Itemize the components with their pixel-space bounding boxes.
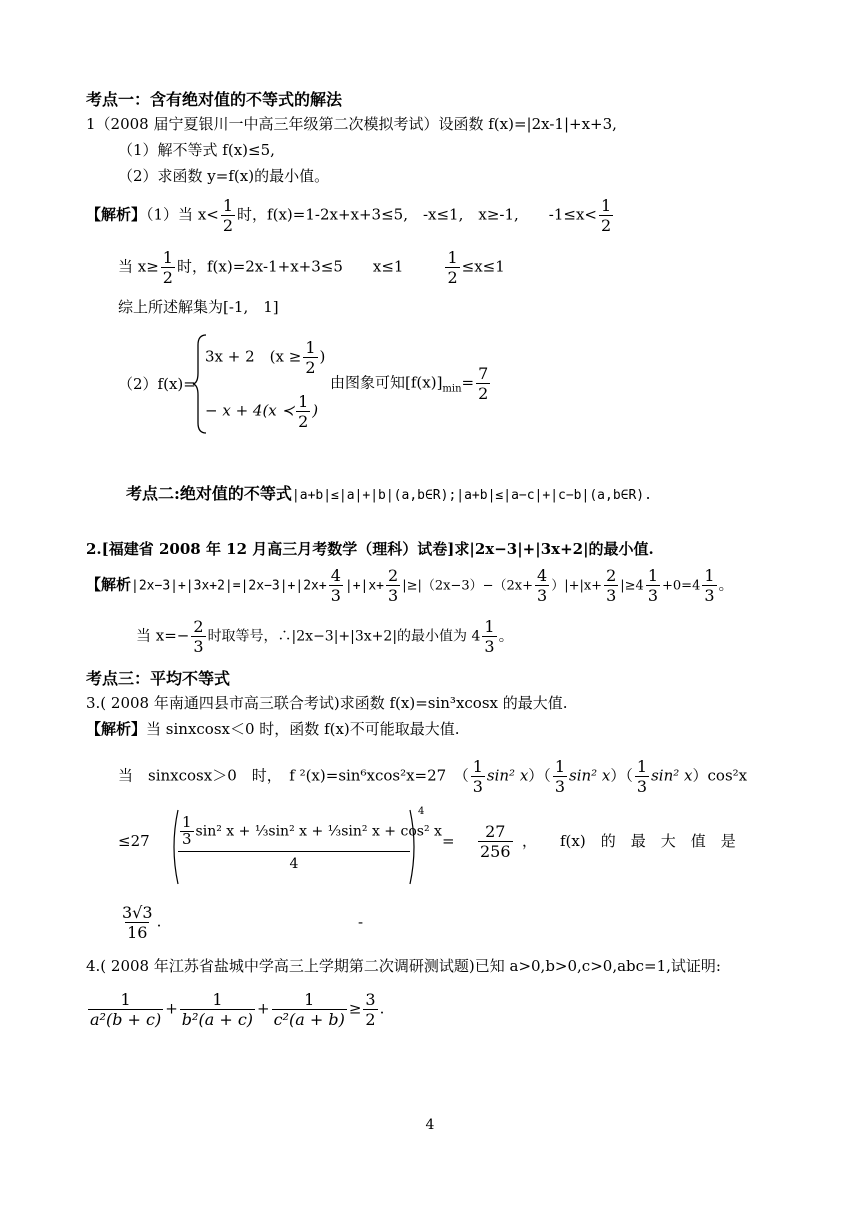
fraction-one-half — [303, 338, 317, 377]
text-fragment: . — [379, 999, 385, 1018]
numerator: 27 — [485, 822, 506, 841]
denominator: 2 — [447, 268, 458, 288]
max-value-text: f(x) 的 最 大 值 是 — [560, 832, 736, 850]
text-fragment: 时取等号，∴|2x−3|+|3x+2|的最小值为 4 — [207, 628, 481, 645]
denominator: 3 — [388, 586, 399, 606]
denominator: b²(a + c) — [181, 1010, 254, 1030]
denominator: c²(a + b) — [273, 1010, 345, 1030]
ge-sign: ≥ — [348, 999, 362, 1018]
numerator: 4 — [330, 566, 341, 585]
text-fragment: ）（ — [528, 766, 551, 785]
fraction-one-half — [221, 196, 235, 235]
fraction-one-third — [471, 757, 485, 796]
text-fragment: 。 — [498, 626, 514, 645]
fraction-two-thirds — [386, 566, 400, 605]
stray-dash: - — [358, 913, 364, 931]
big-fraction-denominator: 4 — [178, 851, 410, 873]
fraction-one-third — [180, 815, 194, 848]
text-fragment: cos²x — [707, 766, 748, 785]
text-fragment: 时，f(x)=1-2x+x+3≤5, -x≤1, x≥-1, -1≤x< — [237, 205, 597, 224]
numerator: 1 — [647, 566, 659, 585]
solution-1-line-2 — [118, 248, 505, 287]
comma: ， — [522, 832, 538, 850]
denominator: 2 — [365, 1010, 376, 1030]
numerator: 2 — [388, 566, 399, 585]
numerator: 1 — [162, 248, 173, 267]
denominator: 3 — [182, 829, 192, 848]
solution-tag: 【解析】 — [86, 720, 147, 738]
text-fragment: sin² x — [569, 766, 611, 785]
text-fragment: ≤x≤1 — [461, 257, 505, 276]
fraction-term-c — [272, 990, 347, 1029]
inequality-le: ≤27 — [118, 832, 150, 850]
inequality-to-prove — [86, 990, 384, 1029]
fraction-four-thirds — [535, 566, 549, 605]
fraction-term-a — [88, 990, 163, 1029]
fraction-one-third — [482, 617, 496, 656]
fraction-one-third — [702, 566, 716, 605]
solution-3-line-1 — [86, 720, 460, 738]
subscript: min — [442, 383, 462, 395]
text-fragment: ） — [692, 766, 708, 785]
text-fragment: = — [461, 373, 475, 392]
page-number: 4 — [425, 1117, 435, 1133]
fraction-term-b — [180, 990, 255, 1029]
text-fragment: （1）当 x< — [146, 205, 219, 224]
solution-tag: 【解析 — [86, 575, 132, 594]
fraction-one-half — [599, 196, 613, 235]
text-fragment: 时，f(x)=2x-1+x+3≤5 x≤1 — [176, 257, 404, 276]
denominator: 3 — [537, 586, 548, 606]
text-fragment: 当 x≥ — [118, 257, 159, 276]
denominator: 3 — [647, 586, 659, 606]
right-paren-icon — [408, 808, 420, 886]
numerator: 4 — [537, 566, 548, 585]
text-fragment: ）（ — [610, 766, 633, 785]
fraction-three-halves — [363, 990, 377, 1029]
piecewise-case-1 — [205, 338, 325, 377]
text-fragment: 。 — [718, 575, 734, 594]
numerator: 2 — [606, 566, 617, 585]
fraction-seven-halves — [476, 364, 490, 403]
numerator: 1 — [704, 566, 715, 585]
fraction-one-half — [161, 248, 175, 287]
fraction-one-third — [646, 566, 660, 605]
question-2: 2.[福建省 2008 年 12 月高三月考数学（理科）试卷]求|2x−3|+|3x+2|的最小值. — [86, 540, 654, 558]
case-expression: 3x + 2 (x ≥ — [205, 347, 302, 366]
piecewise-label: （2）f(x)= — [118, 375, 196, 393]
question-1: 1（2008 届宁夏银川一中高三年级第二次模拟考试）设函数 f(x)=|2x-1|+x+3, — [86, 115, 617, 133]
numerator: 1 — [298, 392, 309, 411]
denominator: 3 — [636, 777, 648, 797]
text-fragment: 由图象可知[f(x)] — [330, 373, 443, 392]
plus-sign: + — [165, 999, 178, 1018]
text-fragment: . — [156, 912, 162, 931]
numerator: 1 — [304, 990, 315, 1009]
text-fragment: |≥|（2x−3）−（2x+ — [402, 578, 534, 594]
text-fragment: 当 sinxcosx＜0 时，函数 f(x)不可能取最大值. — [146, 720, 460, 738]
solution-tag: 【解析】 — [86, 205, 147, 224]
section-2-title — [126, 484, 652, 504]
numerator: 7 — [478, 364, 489, 383]
formula: |a+b|≤|a|+|b|(a,b∈R);|a+b|≤|a−c|+|c−b|(a,b∈R). — [291, 488, 652, 503]
solution-2-line-2 — [136, 617, 514, 656]
denominator: 256 — [480, 842, 511, 862]
solution-3-line-2 — [118, 757, 747, 796]
denominator: 3 — [606, 586, 617, 606]
text-fragment: 当 x=− — [136, 626, 190, 645]
denominator: 3 — [193, 637, 204, 657]
denominator: 2 — [298, 412, 309, 432]
numerator: 1 — [212, 990, 223, 1009]
section-3-title: 考点三：平均不等式 — [86, 669, 231, 688]
fraction-3-root3-16 — [120, 903, 155, 942]
fraction-four-thirds — [329, 566, 343, 605]
big-fraction-numerator — [178, 813, 442, 851]
denominator: a²(b + c) — [90, 1010, 162, 1030]
denominator: 3 — [704, 586, 715, 606]
numerator-expression: sin² x + ⅓sin² x + ⅓sin² x + cos² x — [195, 823, 442, 840]
solution-2-line-1 — [86, 566, 734, 605]
section-title: 考点二:绝对值的不等式 — [126, 484, 292, 503]
text-fragment: |+|x+ — [344, 578, 385, 594]
solution-1-line-3: 综上所述解集为[-1, 1] — [118, 298, 279, 316]
numerator: 3 — [365, 990, 376, 1009]
denominator: 16 — [127, 923, 148, 943]
denominator: 3 — [554, 777, 565, 797]
fraction-one-third — [635, 757, 649, 796]
fraction-one-half — [445, 248, 459, 287]
equals-sign: = — [442, 832, 455, 850]
numerator: 1 — [447, 248, 458, 267]
numerator: 1 — [120, 990, 131, 1009]
fraction-two-thirds — [604, 566, 618, 605]
denominator: 2 — [478, 384, 489, 404]
numerator: 1 — [222, 196, 234, 215]
question-4: 4.( 2008 年江苏省盐城中学高三上学期第二次调研测试题)已知 a>0,b>0,c>0,abc=1,试证明: — [86, 957, 721, 975]
solution-1-line-1 — [86, 196, 615, 235]
denominator: 2 — [162, 268, 173, 288]
text-fragment: +0=4 — [662, 578, 701, 594]
denominator: 2 — [305, 358, 316, 378]
numerator: 1 — [472, 757, 483, 776]
denominator: 3 — [472, 777, 483, 797]
big-fraction — [178, 813, 442, 872]
text-fragment: ）|+|x+ — [551, 578, 603, 594]
text-fragment: ) — [319, 347, 326, 366]
fraction-two-thirds — [191, 617, 205, 656]
numerator: 2 — [193, 617, 204, 636]
fraction-one-third — [553, 757, 567, 796]
numerator: 3√3 — [122, 903, 153, 922]
minimum-statement — [330, 364, 492, 403]
question-1-part-2: （2）求函数 y=f(x)的最小值。 — [118, 167, 330, 185]
text-fragment: 当 sinxcosx＞0 时， f ²(x)=sin⁶xcos²x=27 （ — [118, 766, 469, 785]
fraction-one-half — [296, 392, 310, 431]
section-1-title: 考点一：含有绝对值的不等式的解法 — [86, 90, 343, 109]
numerator: 1 — [484, 617, 495, 636]
piecewise-case-2 — [205, 392, 318, 431]
denominator: 2 — [222, 216, 234, 236]
denominator: 3 — [330, 586, 341, 606]
exponent: 4 — [418, 806, 425, 817]
numerator: 1 — [305, 338, 316, 357]
fraction — [478, 822, 513, 861]
plus-sign: + — [257, 999, 270, 1018]
text-fragment: |≥4 — [620, 578, 644, 594]
numerator: 1 — [554, 757, 565, 776]
numerator: 1 — [601, 196, 612, 215]
text-fragment: ) — [312, 401, 319, 420]
denominator: 3 — [484, 637, 495, 657]
text-fragment: sin² x — [651, 766, 693, 785]
text-fragment: |2x−3|+|3x+2|=|2x−3|+|2x+ — [131, 578, 327, 594]
fraction-27-256 — [476, 822, 515, 861]
numerator: 1 — [182, 813, 192, 831]
max-value-result — [118, 903, 161, 942]
denominator: 2 — [601, 216, 612, 236]
question-3: 3.( 2008 年南通四县市高三联合考试)求函数 f(x)=sin³xcosx 的最大值. — [86, 694, 568, 712]
numerator: 1 — [636, 757, 648, 776]
case-expression: − x + 4(x ≺ — [205, 401, 295, 420]
text-fragment: sin² x — [486, 766, 529, 785]
question-1-part-1: （1）解不等式 f(x)≤5, — [118, 141, 275, 159]
